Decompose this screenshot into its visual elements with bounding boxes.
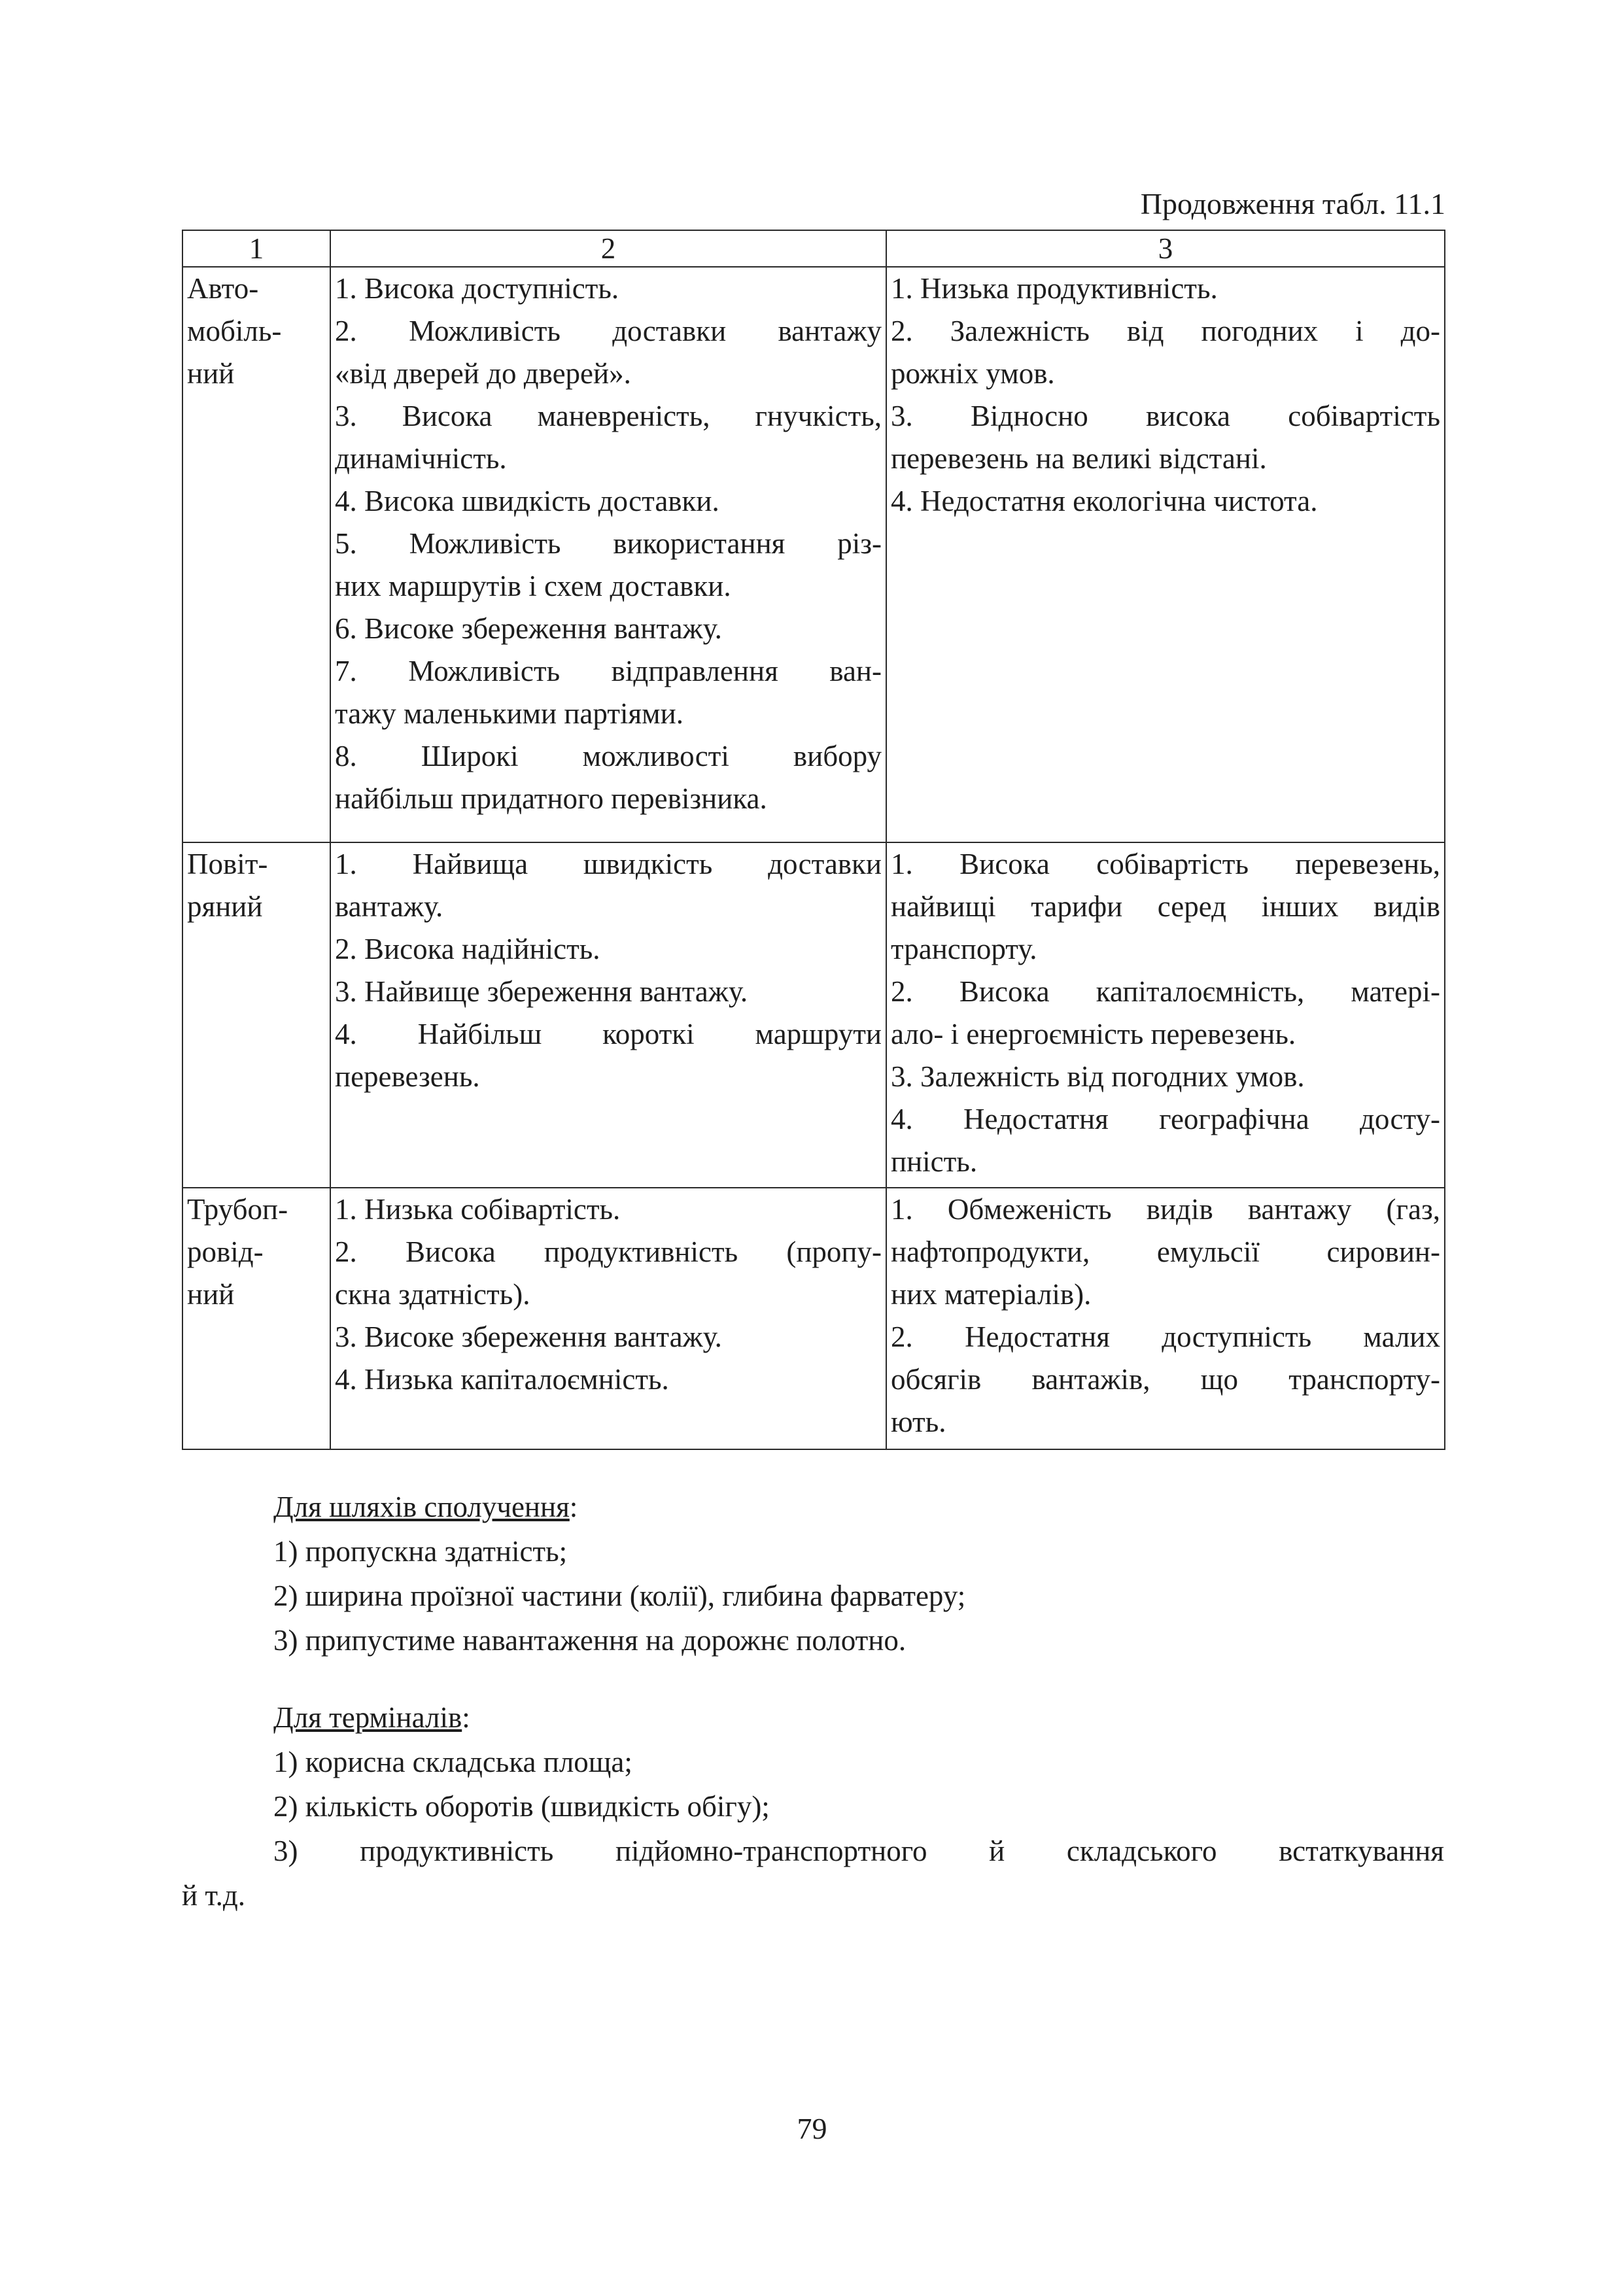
cell-line: 1. Низька собівартість. [335, 1193, 621, 1226]
terminals-heading-colon: : [462, 1701, 470, 1734]
cell-line: ровід- [187, 1235, 264, 1268]
terminals-item: 2) кількість оборотів (швидкість обігу); [273, 1790, 770, 1823]
cell-line: ало- і енергоємність перевезень. [891, 1018, 1296, 1050]
cell-line: ний [187, 1278, 235, 1311]
column-header-3: 3 [886, 230, 1445, 267]
terminals-heading-line [182, 1695, 1444, 1740]
cell-line: 2. Висока продуктивність (пропу- [335, 1235, 882, 1268]
terminals-item: 3) продуктивність підйомно-транспортного й складського встаткування [273, 1835, 1444, 1867]
cell-line: 4. Недостатня географічна досту- [891, 1103, 1440, 1135]
cell-line: обсягів вантажів, що транспорту- [891, 1363, 1440, 1396]
cell-line: 5. Можливість використання різ- [335, 527, 882, 560]
routes-heading-line [182, 1485, 965, 1529]
table-row-automobile [182, 267, 1445, 842]
cell-line: 2. Висока надійність. [335, 933, 600, 965]
cell-line: 3. Висока маневреність, гнучкість, [335, 400, 882, 432]
cell-line: Повіт- [187, 848, 268, 880]
cell-line: 3. Високе збереження вантажу. [335, 1320, 722, 1353]
terminals-item: 1) корисна складська площа; [273, 1746, 632, 1778]
terminals-tail: й т.д. [182, 1879, 246, 1912]
table-header-row [182, 230, 1445, 267]
cell-line: 4. Висока швидкість доставки. [335, 485, 719, 517]
advantages-cell [330, 842, 886, 1188]
mode-cell [182, 1188, 330, 1449]
routes-item: 3) припустиме навантаження на дорожнє полотно. [273, 1624, 907, 1657]
cell-line: 1. Висока собівартість перевезень, [891, 848, 1440, 880]
cell-line: 2. Недостатня доступність малих [891, 1320, 1440, 1353]
cell-line: 3. Залежність від погодних умов. [891, 1060, 1305, 1093]
cell-line: тажу маленькими партіями. [335, 697, 683, 730]
cell-line: 4. Низька капіталоємність. [335, 1363, 669, 1396]
cell-line: 4. Недостатня екологічна чистота. [891, 485, 1318, 517]
cell-line: ний [187, 357, 235, 390]
advantages-cell [330, 1188, 886, 1449]
cell-line: 6. Високе збереження вантажу. [335, 612, 722, 645]
table-caption: Продовження табл. 11.1 [1140, 187, 1445, 220]
column-header-2: 2 [330, 230, 886, 267]
transport-comparison-table [182, 230, 1445, 1450]
cell-line: вантажу. [335, 890, 443, 923]
cell-line: 4. Найбільш короткі маршрути [335, 1018, 882, 1050]
mode-cell [182, 842, 330, 1188]
cell-line: 3. Найвище збереження вантажу. [335, 975, 748, 1008]
cell-line: 2. Можливість доставки вантажу [335, 315, 882, 347]
disadvantages-cell [886, 267, 1445, 842]
cell-line: 2. Залежність від погодних і до- [891, 315, 1440, 347]
cell-line: скна здатність). [335, 1278, 530, 1311]
cell-line: ряний [187, 890, 263, 923]
cell-line: перевезень. [335, 1060, 480, 1093]
mode-cell [182, 267, 330, 842]
cell-line: 3. Відносно висока собівартість [891, 400, 1440, 432]
routes-item: 2) ширина проїзної частини (колії), глибина фарватеру; [273, 1579, 966, 1612]
terminals-heading: Для терміналів [273, 1701, 462, 1734]
cell-line: «від дверей до дверей». [335, 357, 631, 390]
cell-line: транспорту. [891, 933, 1037, 965]
cell-line: 7. Можливість відправлення ван- [335, 655, 882, 687]
cell-line: 1. Низька продуктивність. [891, 272, 1218, 305]
cell-line: них матеріалів). [891, 1278, 1092, 1311]
table-row-air [182, 842, 1445, 1188]
column-header-1: 1 [182, 230, 330, 267]
cell-line: найбільш придатного перевізника. [335, 782, 767, 815]
cell-line: пність. [891, 1145, 978, 1178]
cell-line: перевезень на великі відстані. [891, 442, 1267, 475]
cell-line: 2. Висока капіталоємність, матері- [891, 975, 1440, 1008]
routes-heading: Для шляхів сполучення [273, 1491, 570, 1523]
routes-heading-colon: : [569, 1491, 578, 1523]
table-row-pipeline [182, 1188, 1445, 1449]
cell-line: Трубоп- [187, 1193, 288, 1226]
cell-line: 1. Обмеженість видів вантажу (газ, [891, 1193, 1440, 1226]
advantages-cell [330, 267, 886, 842]
cell-line: ють. [891, 1406, 946, 1438]
routes-item: 1) пропускна здатність; [273, 1535, 568, 1568]
cell-line: 1. Найвища швидкість доставки [335, 848, 882, 880]
routes-section [182, 1485, 965, 1663]
page-number: 79 [797, 2112, 827, 2145]
cell-line: нафтопродукти, емульсії сировин- [891, 1235, 1440, 1268]
terminals-section [182, 1695, 1444, 1918]
cell-line: Авто- [187, 272, 259, 305]
disadvantages-cell [886, 842, 1445, 1188]
disadvantages-cell [886, 1188, 1445, 1449]
cell-line: мобіль- [187, 315, 282, 347]
cell-line: 8. Широкі можливості вибору [335, 740, 882, 772]
cell-line: рожніх умов. [891, 357, 1055, 390]
cell-line: 1. Висока доступність. [335, 272, 619, 305]
cell-line: найвищі тарифи серед інших видів [891, 890, 1440, 923]
cell-line: динамічність. [335, 442, 507, 475]
cell-line: них маршрутів і схем доставки. [335, 570, 731, 602]
